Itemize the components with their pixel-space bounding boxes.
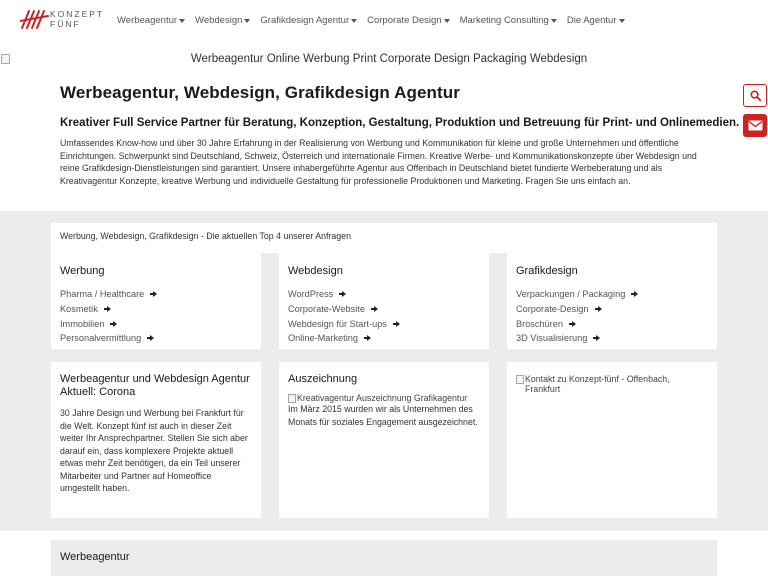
broken-image-icon [516,375,524,384]
contact-image-alt: Kontakt zu Konzept-fünf - Offenbach, Frankfurt [525,374,670,394]
link-label: Verpackungen / Packaging [516,289,626,300]
card-werbung [51,253,261,349]
link-label: Kosmetik [60,304,98,315]
caret-down-icon [619,19,625,23]
link-list [288,287,401,346]
arrow-right-icon [339,290,347,298]
link-label: Online-Marketing [288,333,358,344]
link-webdesign-start-ups[interactable] [288,316,401,331]
card-auszeichnung [279,362,489,518]
link-corporate-website[interactable] [288,302,401,317]
caret-down-icon [351,19,357,23]
arrow-right-icon [147,334,155,342]
hero-image-alt: Werbeagentur Online Werbung Print Corporate Design Packaging Webdesign [190,53,588,65]
link-label: Corporate-Website [288,304,365,315]
card-corona-news [51,362,261,518]
link-label: Pharma / Healthcare [60,289,145,300]
award-image-alt: Kreativagentur Auszeichnung Grafikagentur [297,393,468,403]
caret-down-icon [244,19,250,23]
link-3d-visualisierung[interactable] [516,331,639,346]
card-title: Grafikdesign [516,265,578,277]
nav-item-grafikdesign-agentur[interactable] [260,15,357,26]
link-label: WordPress [288,289,334,300]
nav-item-werbeagentur[interactable] [117,15,185,26]
nav-item-corporate-design[interactable] [367,15,449,26]
arrow-right-icon [371,305,379,313]
werbeagentur-section [51,540,717,576]
logo-mark-icon [20,8,50,30]
nav-item-die-agentur[interactable] [567,15,625,26]
contact-image[interactable] [516,374,696,394]
link-label: Corporate-Design [516,304,589,315]
logo-text [50,9,104,29]
caret-down-icon [444,19,450,23]
award-image [288,393,467,403]
link-label: Webdesign für Start-ups [288,318,387,329]
search-icon [750,90,761,101]
link-immobilien[interactable] [60,316,158,331]
intro-paragraph: Umfassendes Know-how und über 30 Jahre Erfahrung in der Realisierung von Werbung und Kommunikation für kleine und große Unternehmen und öffentliche Einrichtungen. Schwerpunkt sind Deutschland, Schweiz, Österreich und internationale Firmen. Kreative Werbe- und Kommunikationskonzepte über Webdesign und reine Grafikdesign-Dienstleistungen sind garantiert. Unsere inhabergeführte Agentur aus Offenbach in Deutschland bietet fundierte Werbeberatung und als Kreativagentur Konzepte, kreative Werbung und individuelle Gestaltung für professionelle Produktionen und Marketing. Fragen Sie uns einfach an. [60,138,697,186]
section-title: Werbeagentur [60,551,130,563]
link-kosmetik[interactable] [60,302,158,317]
arrow-right-icon [569,320,577,328]
link-label: Broschüren [516,318,563,329]
link-broschueren[interactable] [516,316,639,331]
arrow-right-icon [593,334,601,342]
card-kontakt[interactable] [507,362,717,518]
arrow-right-icon [110,320,118,328]
link-corporate-design[interactable] [516,302,639,317]
search-button[interactable] [743,84,767,107]
page-title: Werbeagentur, Webdesign, Grafikdesign Agentur [60,83,460,102]
arrow-right-icon [104,305,112,313]
hero-image [0,53,768,67]
main-menu [117,15,635,26]
link-personalvermittlung[interactable] [60,331,158,346]
arrow-right-icon [364,334,372,342]
award-text: Im März 2015 wurden wir als Unternehmen des Monats für soziales Engagement ausgezeichnet. [288,404,478,427]
lead-text: Kreativer Full Service Partner für Beratung, Konzeption, Gestaltung, Produktion und Betreuung für Print- und Onlinemedien. [60,117,740,129]
caret-down-icon [551,19,557,23]
link-online-marketing[interactable] [288,331,401,346]
link-wordpress[interactable] [288,287,401,302]
caret-down-icon [179,19,185,23]
logo-line-2: FÜNF [50,19,81,29]
nav-item-label: Webdesign [195,15,243,26]
nav-item-marketing-consulting[interactable] [460,15,557,26]
link-label: Personalvermittlung [60,333,142,344]
top-navigation [0,0,768,42]
link-list [60,287,158,346]
card-title: Werbeagentur und Webdesign Agentur Aktuell: Corona [60,373,250,398]
card-grafikdesign [507,253,717,349]
link-verpackungen-packaging[interactable] [516,287,639,302]
konzept-fuenf-logo[interactable] [20,8,104,32]
nav-item-webdesign[interactable] [195,15,250,26]
contact-mail-button[interactable] [743,114,767,137]
nav-item-label: Grafikdesign Agentur [260,15,350,26]
broken-image-icon [288,394,296,403]
nav-item-label: Marketing Consulting [459,15,549,26]
arrow-right-icon [631,290,639,298]
link-list [516,287,639,346]
nav-item-label: Corporate Design [367,15,442,26]
link-label: 3D Visualisierung [516,333,588,344]
nav-item-label: Die Agentur [566,15,617,26]
logo-line-1: KONZEPT [50,9,105,19]
top4-heading: Werbung, Webdesign, Grafikdesign - Die aktuellen Top 4 unserer Anfragen [60,231,351,241]
arrow-right-icon [595,305,603,313]
card-webdesign [279,253,489,349]
nav-item-label: Werbeagentur [117,15,178,26]
card-title: Auszeichnung [288,373,358,385]
arrow-right-icon [393,320,401,328]
card-title: Webdesign [288,265,343,277]
top4-header [51,223,717,253]
corona-text: 30 Jahre Design und Werbung bei Frankfurt für die Welt. Konzept fünf ist auch in dieser Zeit weiter Ihr Ansprechpartner. Stellen Sie sich aber darauf ein, dass komplexere Projekte aktuell etwas mehr Zeit benötigen, da ein Teil unserer Mitarbeiter und Partner auf Homeoffice umgestellt haben. [60,408,248,493]
link-label: Immobilien [60,318,105,329]
envelope-icon [748,120,763,131]
arrow-right-icon [150,290,158,298]
card-title: Werbung [60,265,105,277]
link-pharma-healthcare[interactable] [60,287,158,302]
